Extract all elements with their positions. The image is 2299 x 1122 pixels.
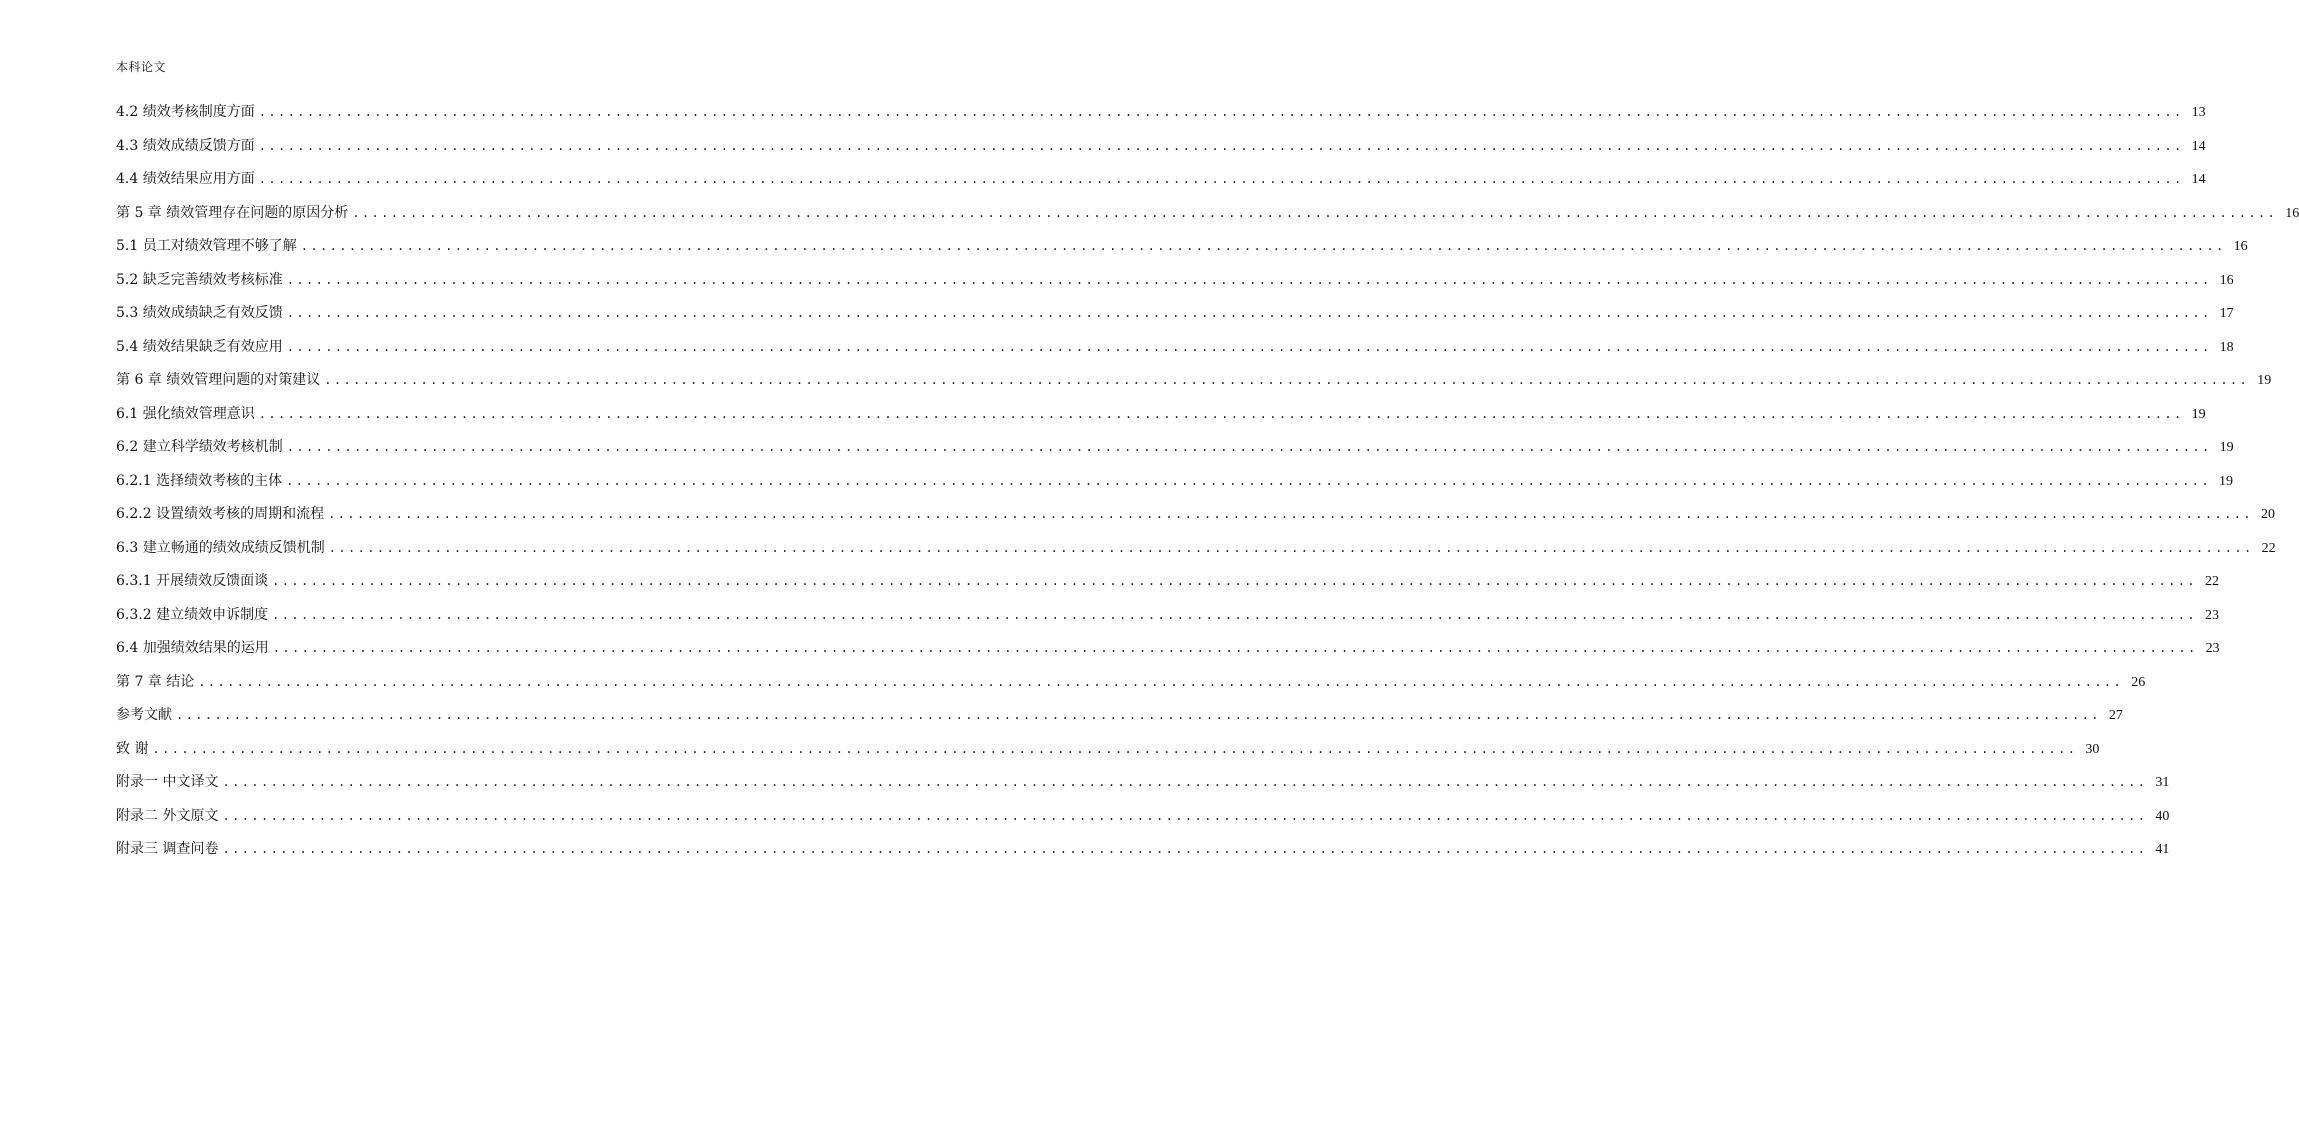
toc-entry-page: 19	[2257, 373, 2272, 388]
toc-dot-leader: ........................................................................................................................................................................................................	[272, 607, 2197, 622]
toc-dot-leader: ........................................................................................................................................................................................................	[258, 172, 2184, 186]
toc-entry[interactable]	[116, 169, 2206, 203]
toc-entry[interactable]	[116, 806, 2170, 840]
toc-entry-page: 18	[2219, 339, 2234, 355]
toc-entry-title: 附录二 外文原文	[116, 807, 219, 824]
toc-entry-page: 16	[2285, 205, 2299, 221]
toc-entry-page: 31	[2155, 775, 2170, 790]
toc-entry-title: 6.3 建立畅通的绩效成绩反馈机制	[116, 539, 325, 556]
toc-entry-title: 6.3.2 建立绩效申诉制度	[116, 606, 269, 623]
toc-entry-title: 参考文献	[116, 707, 172, 723]
toc-entry-page: 19	[2219, 473, 2233, 489]
toc-dot-leader: ........................................................................................................................................................................................................	[286, 339, 2212, 354]
toc-entry[interactable]	[116, 839, 2170, 873]
toc-entry[interactable]	[116, 136, 2206, 170]
toc-entry-page: 23	[2205, 607, 2219, 623]
toc-entry[interactable]	[116, 370, 2272, 404]
toc-entry[interactable]	[116, 437, 2234, 471]
toc-entry-title: 5.3 绩效成绩缺乏有效反馈	[116, 305, 283, 321]
toc-dot-leader: ........................................................................................................................................................................................................	[258, 406, 2184, 421]
toc-entry-title: 5.2 缺乏完善绩效考核标准	[116, 271, 283, 288]
toc-entry-page: 16	[2233, 239, 2248, 254]
toc-entry[interactable]	[116, 772, 2170, 806]
toc-entry-title: 附录三 调查问卷	[116, 841, 219, 857]
toc-dot-leader: ........................................................................................................................................................................................................	[198, 674, 2124, 689]
toc-dot-leader: ........................................................................................................................................................................................................	[324, 373, 2250, 387]
toc-entry-title: 第 5 章 绩效管理存在问题的原因分析	[116, 204, 349, 221]
toc-entry[interactable]	[116, 303, 2234, 337]
toc-entry[interactable]	[116, 236, 2248, 270]
toc-entry-title: 5.4 绩效结果缺乏有效应用	[116, 338, 283, 355]
toc-entry-page: 22	[2261, 540, 2276, 556]
toc-entry[interactable]	[116, 270, 2234, 304]
toc-entry[interactable]	[116, 672, 2146, 706]
toc-dot-leader: ........................................................................................................................................................................................................	[286, 306, 2212, 320]
running-header: 本科论文	[116, 60, 167, 74]
table-of-contents	[116, 102, 2299, 873]
toc-dot-leader: ........................................................................................................................................................................................................	[258, 105, 2184, 119]
toc-entry-title: 6.1 强化绩效管理意识	[116, 405, 255, 422]
toc-entry-title: 致 谢	[116, 740, 149, 757]
toc-entry-page: 30	[2085, 741, 2100, 757]
toc-entry-page: 13	[2191, 105, 2206, 120]
toc-entry[interactable]	[116, 739, 2100, 773]
toc-entry-page: 27	[2108, 708, 2123, 723]
toc-entry[interactable]	[116, 102, 2206, 136]
toc-entry-page: 14	[2191, 172, 2206, 187]
toc-entry[interactable]	[116, 705, 2123, 739]
toc-entry-page: 22	[2205, 574, 2219, 589]
toc-entry-page: 19	[2219, 440, 2234, 455]
toc-entry-title: 6.2.2 设置绩效考核的周期和流程	[116, 506, 325, 522]
toc-entry-page: 26	[2131, 674, 2146, 690]
toc-dot-leader: ........................................................................................................................................................................................................	[272, 574, 2197, 588]
toc-entry[interactable]	[116, 337, 2234, 371]
toc-entry-title: 5.1 员工对绩效管理不够了解	[116, 238, 297, 254]
toc-entry[interactable]	[116, 538, 2276, 572]
toc-entry[interactable]	[116, 605, 2219, 639]
toc-entry-title: 4.2 绩效考核制度方面	[116, 104, 255, 120]
toc-entry-title: 6.4 加强绩效结果的运用	[116, 640, 269, 656]
toc-entry-title: 6.3.1 开展绩效反馈面谈	[116, 573, 269, 589]
toc-entry-title: 6.2 建立科学绩效考核机制	[116, 439, 283, 455]
toc-dot-leader: ........................................................................................................................................................................................................	[258, 138, 2184, 153]
toc-entry-title: 4.4 绩效结果应用方面	[116, 171, 255, 187]
toc-entry-page: 19	[2191, 406, 2206, 422]
toc-entry-title: 附录一 中文译文	[116, 774, 219, 790]
toc-entry[interactable]	[116, 404, 2206, 438]
toc-dot-leader: ........................................................................................................................................................................................................	[222, 808, 2148, 823]
toc-dot-leader: ........................................................................................................................................................................................................	[222, 775, 2148, 789]
toc-dot-leader: ........................................................................................................................................................................................................	[328, 507, 2253, 521]
toc-entry-page: 40	[2155, 808, 2170, 824]
toc-dot-leader: ........................................................................................................................................................................................................	[176, 708, 2101, 722]
toc-entry-title: 4.3 绩效成绩反馈方面	[116, 137, 255, 154]
toc-dot-leader: ........................................................................................................................................................................................................	[152, 741, 2078, 756]
toc-dot-leader: ........................................................................................................................................................................................................	[286, 272, 2212, 287]
toc-dot-leader: ........................................................................................................................................................................................................	[286, 440, 2212, 454]
toc-entry-page: 14	[2191, 138, 2206, 154]
toc-entry[interactable]	[116, 471, 2233, 505]
toc-entry-page: 17	[2219, 306, 2234, 321]
toc-dot-leader: ........................................................................................................................................................................................................	[300, 239, 2226, 253]
toc-dot-leader: ........................................................................................................................................................................................................	[272, 641, 2198, 655]
toc-entry-page: 16	[2219, 272, 2234, 288]
toc-entry[interactable]	[116, 571, 2219, 605]
toc-entry-title: 6.2.1 选择绩效考核的主体	[116, 472, 283, 489]
toc-dot-leader: ........................................................................................................................................................................................................	[352, 205, 2278, 220]
toc-entry-page: 23	[2205, 641, 2220, 656]
toc-entry-page: 20	[2261, 507, 2275, 522]
toc-dot-leader: ........................................................................................................................................................................................................	[222, 842, 2148, 856]
toc-entry-title: 第 7 章 结论	[116, 673, 195, 690]
toc-dot-leader: ........................................................................................................................................................................................................	[286, 473, 2211, 488]
toc-entry-page: 41	[2155, 842, 2170, 857]
toc-entry[interactable]	[116, 504, 2275, 538]
toc-entry[interactable]	[116, 203, 2299, 237]
toc-dot-leader: ........................................................................................................................................................................................................	[328, 540, 2254, 555]
toc-entry[interactable]	[116, 638, 2220, 672]
toc-entry-title: 第 6 章 绩效管理问题的对策建议	[116, 372, 321, 388]
